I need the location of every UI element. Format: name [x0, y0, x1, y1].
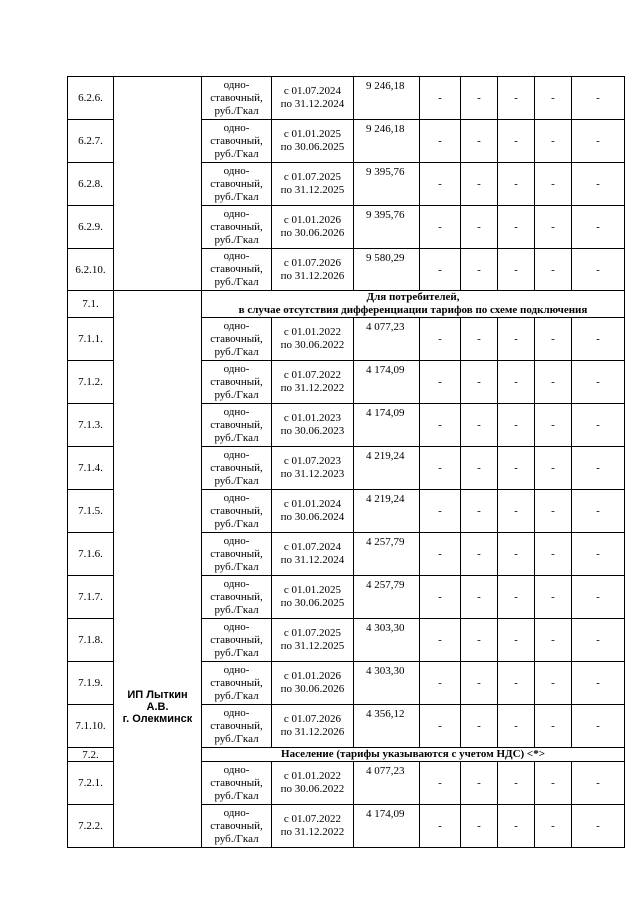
table-row [68, 77, 625, 120]
section-number: 7.1. [68, 291, 114, 318]
organization-name [114, 291, 202, 848]
empty-value-cell: - [461, 619, 498, 662]
empty-value-cell: - [498, 163, 535, 206]
empty-value-cell: - [498, 361, 535, 404]
empty-value-cell: - [461, 318, 498, 361]
empty-value-cell: - [461, 206, 498, 249]
tariff-period: с 01.01.2023 по 30.06.2023 [272, 404, 354, 447]
row-number: 7.1.1. [68, 318, 114, 361]
empty-value-cell: - [420, 533, 461, 576]
row-number: 6.2.9. [68, 206, 114, 249]
row-number: 7.1.7. [68, 576, 114, 619]
section-title [202, 291, 625, 318]
tariff-value: 9 580,29 [354, 249, 420, 291]
row-number: 7.1.2. [68, 361, 114, 404]
empty-value-cell: - [420, 404, 461, 447]
row-number: 7.1.4. [68, 447, 114, 490]
empty-value-cell: - [498, 77, 535, 120]
tariff-value: 4 077,23 [354, 762, 420, 805]
tariff-unit: одно- ставочный, руб./Гкал [202, 249, 272, 291]
tariff-unit: одно- ставочный, руб./Гкал [202, 120, 272, 163]
tariff-period: с 01.07.2022 по 31.12.2022 [272, 805, 354, 848]
section-number: 7.2. [68, 748, 114, 762]
empty-value-cell: - [535, 249, 572, 291]
empty-value-cell: - [420, 206, 461, 249]
tariff-value: 9 395,76 [354, 163, 420, 206]
empty-value-cell: - [572, 77, 625, 120]
tariff-unit: одно- ставочный, руб./Гкал [202, 163, 272, 206]
tariff-value: 9 246,18 [354, 77, 420, 120]
tariff-value: 4 174,09 [354, 805, 420, 848]
empty-value-cell: - [498, 447, 535, 490]
empty-value-cell: - [535, 120, 572, 163]
empty-value-cell: - [572, 762, 625, 805]
row-number: 7.1.3. [68, 404, 114, 447]
empty-value-cell: - [461, 805, 498, 848]
empty-value-cell: - [461, 120, 498, 163]
empty-value-cell: - [572, 533, 625, 576]
section-title-line: в случае отсутствия дифференциации тарифов по схеме подключения [238, 304, 588, 316]
empty-value-cell: - [498, 805, 535, 848]
empty-value-cell: - [420, 77, 461, 120]
empty-value-cell: - [572, 163, 625, 206]
tariff-unit: одно- ставочный, руб./Гкал [202, 447, 272, 490]
empty-value-cell: - [498, 762, 535, 805]
empty-value-cell: - [535, 662, 572, 705]
tariff-value: 4 219,24 [354, 447, 420, 490]
tariff-unit: одно- ставочный, руб./Гкал [202, 77, 272, 120]
empty-value-cell: - [461, 662, 498, 705]
tariff-value: 9 246,18 [354, 120, 420, 163]
tariff-period: с 01.07.2024 по 31.12.2024 [272, 77, 354, 120]
empty-value-cell: - [420, 490, 461, 533]
empty-value-cell: - [572, 404, 625, 447]
tariff-unit: одно- ставочный, руб./Гкал [202, 533, 272, 576]
empty-value-cell: - [498, 318, 535, 361]
row-number: 7.1.5. [68, 490, 114, 533]
tariff-period: с 01.07.2022 по 31.12.2022 [272, 361, 354, 404]
tariff-period: с 01.01.2026 по 30.06.2026 [272, 206, 354, 249]
empty-value-cell: - [420, 249, 461, 291]
empty-value-cell: - [572, 662, 625, 705]
tariff-value: 4 077,23 [354, 318, 420, 361]
empty-value-cell: - [535, 163, 572, 206]
empty-value-cell: - [461, 249, 498, 291]
empty-value-cell: - [420, 805, 461, 848]
empty-value-cell: - [535, 805, 572, 848]
tariff-period: с 01.07.2023 по 31.12.2023 [272, 447, 354, 490]
organization-line: ИП Лыткин [127, 689, 188, 701]
tariff-period: с 01.01.2024 по 30.06.2024 [272, 490, 354, 533]
tariff-unit: одно- ставочный, руб./Гкал [202, 404, 272, 447]
row-number: 6.2.8. [68, 163, 114, 206]
tariff-period: с 01.07.2025 по 31.12.2025 [272, 163, 354, 206]
empty-value-cell: - [498, 619, 535, 662]
tariff-table [67, 76, 625, 848]
empty-value-cell: - [572, 619, 625, 662]
row-number: 7.2.2. [68, 805, 114, 848]
empty-value-cell: - [535, 447, 572, 490]
tariff-value: 4 174,09 [354, 404, 420, 447]
organization-line: А.В. [146, 701, 169, 713]
empty-value-cell: - [535, 762, 572, 805]
empty-value-cell: - [535, 576, 572, 619]
empty-value-cell: - [498, 490, 535, 533]
empty-value-cell: - [572, 318, 625, 361]
tariff-unit: одно- ставочный, руб./Гкал [202, 662, 272, 705]
section-header-row [68, 291, 625, 318]
empty-value-cell: - [420, 762, 461, 805]
empty-value-cell: - [461, 447, 498, 490]
empty-value-cell: - [535, 318, 572, 361]
empty-value-cell: - [420, 318, 461, 361]
empty-value-cell: - [461, 490, 498, 533]
row-number: 7.1.9. [68, 662, 114, 705]
row-number: 7.1.8. [68, 619, 114, 662]
tariff-unit: одно- ставочный, руб./Гкал [202, 762, 272, 805]
empty-value-cell: - [572, 805, 625, 848]
tariff-value: 4 257,79 [354, 533, 420, 576]
empty-value-cell: - [420, 447, 461, 490]
empty-value-cell: - [498, 576, 535, 619]
empty-value-cell: - [572, 361, 625, 404]
empty-value-cell: - [498, 705, 535, 748]
empty-value-cell: - [461, 762, 498, 805]
empty-value-cell: - [420, 120, 461, 163]
tariff-unit: одно- ставочный, руб./Гкал [202, 490, 272, 533]
tariff-period: с 01.07.2026 по 31.12.2026 [272, 705, 354, 748]
tariff-unit: одно- ставочный, руб./Гкал [202, 705, 272, 748]
section-title-line: Для потребителей, [366, 291, 460, 303]
tariff-unit: одно- ставочный, руб./Гкал [202, 206, 272, 249]
tariff-period: с 01.07.2024 по 31.12.2024 [272, 533, 354, 576]
empty-value-cell: - [498, 533, 535, 576]
empty-value-cell: - [535, 705, 572, 748]
empty-value-cell: - [535, 490, 572, 533]
empty-value-cell: - [498, 404, 535, 447]
tariff-period: с 01.07.2026 по 31.12.2026 [272, 249, 354, 291]
tariff-value: 4 219,24 [354, 490, 420, 533]
empty-value-cell: - [535, 404, 572, 447]
empty-value-cell: - [420, 576, 461, 619]
section-title: Население (тарифы указываются с учетом НДС) <*> [202, 748, 625, 762]
empty-value-cell: - [461, 163, 498, 206]
tariff-period: с 01.01.2022 по 30.06.2022 [272, 318, 354, 361]
row-number: 6.2.7. [68, 120, 114, 163]
empty-value-cell: - [572, 447, 625, 490]
empty-value-cell: - [572, 206, 625, 249]
empty-value-cell: - [498, 120, 535, 163]
empty-value-cell: - [420, 361, 461, 404]
empty-value-cell: - [572, 249, 625, 291]
empty-value-cell: - [535, 619, 572, 662]
tariff-period: с 01.01.2025 по 30.06.2025 [272, 576, 354, 619]
tariff-unit: одно- ставочный, руб./Гкал [202, 619, 272, 662]
tariff-period: с 01.07.2025 по 31.12.2025 [272, 619, 354, 662]
row-number: 7.1.10. [68, 705, 114, 748]
tariff-value: 4 356,12 [354, 705, 420, 748]
tariff-value: 4 303,30 [354, 662, 420, 705]
empty-value-cell: - [461, 576, 498, 619]
row-number: 7.2.1. [68, 762, 114, 805]
empty-value-cell: - [498, 206, 535, 249]
empty-value-cell: - [461, 533, 498, 576]
empty-value-cell: - [535, 77, 572, 120]
empty-value-cell: - [461, 705, 498, 748]
tariff-period: с 01.01.2026 по 30.06.2026 [272, 662, 354, 705]
empty-value-cell: - [461, 77, 498, 120]
empty-value-cell: - [535, 206, 572, 249]
tariff-value: 4 303,30 [354, 619, 420, 662]
empty-value-cell: - [535, 533, 572, 576]
empty-value-cell: - [572, 120, 625, 163]
empty-value-cell: - [420, 163, 461, 206]
tariff-unit: одно- ставочный, руб./Гкал [202, 318, 272, 361]
empty-value-cell: - [572, 576, 625, 619]
empty-value-cell: - [461, 361, 498, 404]
row-number: 6.2.10. [68, 249, 114, 291]
tariff-value: 4 174,09 [354, 361, 420, 404]
empty-value-cell: - [461, 404, 498, 447]
row-number: 6.2.6. [68, 77, 114, 120]
organization-line: г. Олекминск [122, 713, 193, 725]
empty-value-cell: - [498, 662, 535, 705]
empty-value-cell: - [420, 662, 461, 705]
tariff-value: 4 257,79 [354, 576, 420, 619]
organization-cell-blank [114, 77, 202, 291]
row-number: 7.1.6. [68, 533, 114, 576]
tariff-unit: одно- ставочный, руб./Гкал [202, 576, 272, 619]
empty-value-cell: - [572, 705, 625, 748]
tariff-period: с 01.01.2022 по 30.06.2022 [272, 762, 354, 805]
empty-value-cell: - [535, 361, 572, 404]
tariff-unit: одно- ставочный, руб./Гкал [202, 805, 272, 848]
empty-value-cell: - [420, 705, 461, 748]
empty-value-cell: - [420, 619, 461, 662]
empty-value-cell: - [572, 490, 625, 533]
tariff-period: с 01.01.2025 по 30.06.2025 [272, 120, 354, 163]
tariff-unit: одно- ставочный, руб./Гкал [202, 361, 272, 404]
empty-value-cell: - [498, 249, 535, 291]
tariff-value: 9 395,76 [354, 206, 420, 249]
